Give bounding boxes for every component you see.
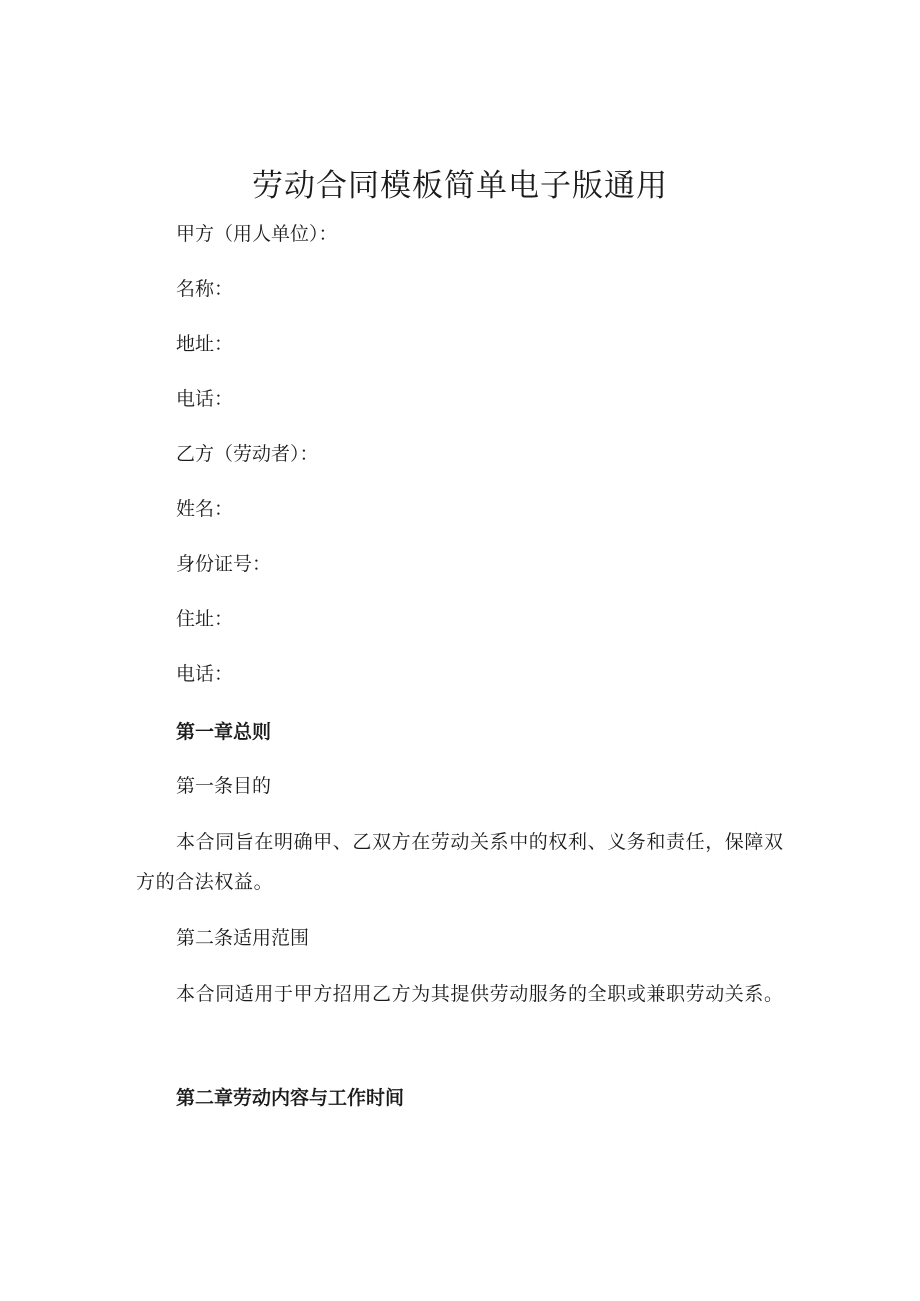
- party-b-phone-label: 电话：: [176, 663, 234, 685]
- chapter2-heading: 第二章劳动内容与工作时间: [176, 1087, 405, 1109]
- party-a-address-label: 地址：: [176, 333, 234, 355]
- chapter1-heading: 第一章总则: [176, 721, 272, 743]
- article2-text: 本合同适用于甲方招用乙方为其提供劳动服务的全职或兼职劳动关系。: [176, 983, 784, 1005]
- party-a-heading: 甲方（用人单位）：: [176, 223, 338, 245]
- party-a-name-label: 名称：: [176, 278, 234, 300]
- party-b-name-label: 姓名：: [176, 498, 234, 520]
- article1-text: 本合同旨在明确甲、乙双方在劳动关系中的权利、义务和责任，保障双方的合法权益。: [136, 831, 784, 893]
- party-b-address-label: 住址：: [176, 608, 234, 630]
- party-b-heading: 乙方（劳动者）：: [176, 443, 319, 465]
- article1-title: 第一条目的: [176, 775, 272, 797]
- document-title: 劳动合同模板简单电子版通用: [252, 168, 668, 204]
- party-b-id-label: 身份证号：: [176, 553, 272, 575]
- party-a-phone-label: 电话：: [176, 388, 234, 410]
- article2-title: 第二条适用范围: [176, 927, 310, 949]
